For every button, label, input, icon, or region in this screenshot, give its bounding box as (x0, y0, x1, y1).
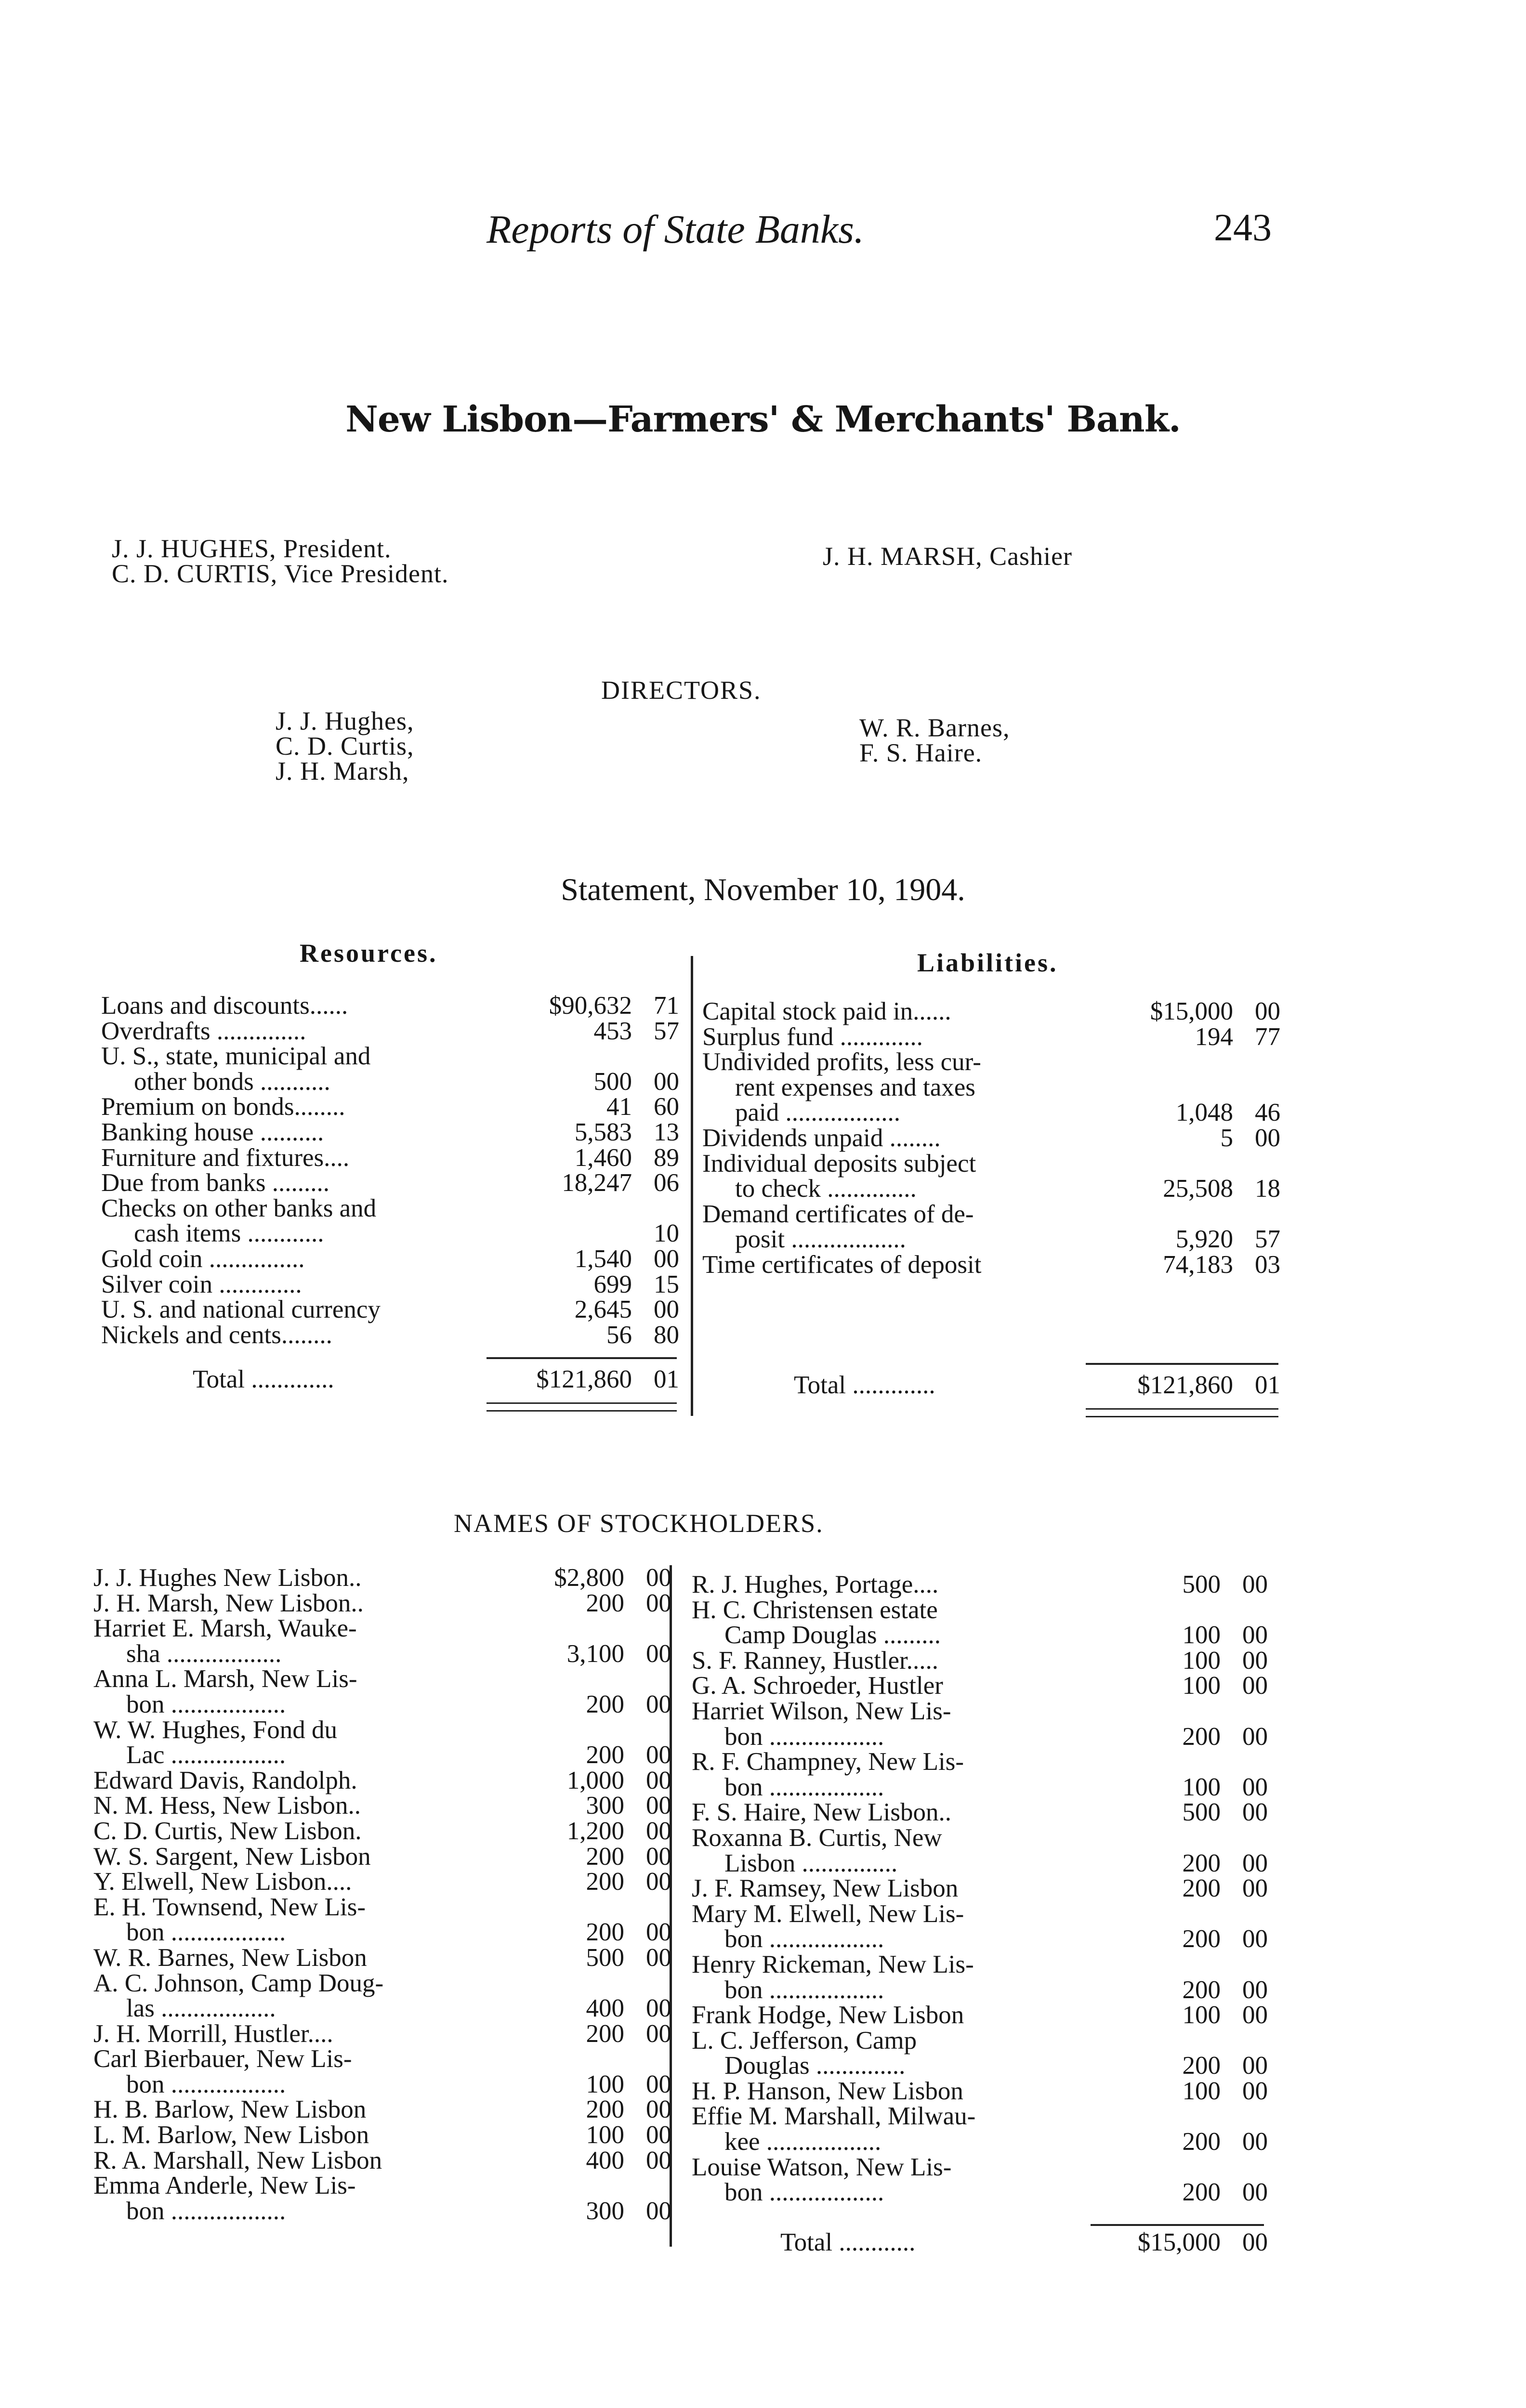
total-dollars: $121,860 (536, 1365, 632, 1393)
liabilities-table (702, 999, 1280, 1278)
resources-total (193, 1367, 679, 1392)
liabilities-rule (1086, 1363, 1278, 1365)
resources-table (101, 993, 679, 1348)
stockholder-row: Harriet Wilson, New Lis- (692, 1697, 951, 1725)
liability-row: Individual deposits subject (702, 1149, 976, 1178)
stockholders-total (780, 2230, 1268, 2255)
stockholder-row: bon .................. 200 00 (724, 2178, 1268, 2207)
stockholder-row: Douglas .............. 200 00 (724, 2052, 1268, 2080)
liability-row: rent expenses and taxes (735, 1073, 975, 1101)
stockholder-row: Frank Hodge, New Lisbon 100 00 (692, 2001, 1268, 2029)
running-head (0, 206, 1526, 252)
director-item: J. J. Hughes, (276, 707, 414, 735)
stockholder-row: L. C. Jefferson, Camp (692, 2026, 917, 2055)
stockholder-row: Y. Elwell, New Lisbon.... 200 00 (93, 1868, 671, 1896)
stockholder-row: Lisbon ............... 200 00 (724, 1849, 1268, 1877)
stockholders-rule (1091, 2224, 1264, 2226)
stockholder-row: E. H. Townsend, New Lis- (93, 1893, 366, 1921)
directors-heading: DIRECTORS. (601, 676, 762, 705)
stockholder-row: Henry Rickeman, New Lis- (692, 1950, 974, 1978)
liabilities-double-rule (1086, 1416, 1278, 1417)
total-cents: 01 (1255, 1371, 1280, 1399)
officer-vice-president: C. D. CURTIS, Vice President. (112, 559, 449, 588)
stockholder-row: sha .................. 3,100 00 (126, 1639, 671, 1668)
stockholder-row: J. F. Ramsey, New Lisbon 200 00 (692, 1874, 1268, 1903)
resource-row: Due from banks ......... 18,247 06 (101, 1169, 679, 1197)
total-dollars: $121,860 (1137, 1371, 1233, 1399)
stockholder-row: H. C. Christensen estate (692, 1596, 938, 1624)
stockholder-row: H. P. Hanson, New Lisbon 100 00 (692, 2077, 1268, 2105)
stockholder-row: F. S. Haire, New Lisbon.. 500 00 (692, 1798, 1268, 1827)
liability-row: paid .................. 1,048 46 (735, 1099, 1280, 1127)
stockholder-row: Louise Watson, New Lis- (692, 2153, 952, 2181)
stockholders-heading: NAMES OF STOCKHOLDERS. (454, 1509, 824, 1538)
stockholder-row: W. W. Hughes, Fond du (93, 1715, 338, 1744)
stockholder-row: kee .................. 200 00 (724, 2128, 1268, 2156)
stockholder-row: Camp Douglas ......... 100 00 (724, 1621, 1268, 1649)
resources-heading: Resources. (300, 939, 438, 968)
resource-row: Gold coin ............... 1,540 00 (101, 1244, 679, 1273)
liability-row: Capital stock paid in...... $15,000 00 (702, 997, 1280, 1025)
stockholder-row: R. A. Marshall, New Lisbon 400 00 (93, 2146, 671, 2174)
liabilities-double-rule (1086, 1408, 1278, 1410)
liability-row: posit .................. 5,920 57 (735, 1225, 1280, 1254)
stockholders-left (93, 1565, 671, 2224)
resource-row: Checks on other banks and (101, 1194, 377, 1222)
liability-row: Demand certificates of de- (702, 1200, 974, 1228)
stockholder-row: Effie M. Marshall, Milwau- (692, 2102, 976, 2131)
stockholder-row: J. H. Morrill, Hustler.... 200 00 (93, 2019, 671, 2048)
total-label: Total ............. (794, 1371, 935, 1399)
liability-row: Undivided profits, less cur- (702, 1048, 981, 1076)
stockholder-row: H. B. Barlow, New Lisbon 200 00 (93, 2095, 671, 2124)
stockholder-row: bon .................. 300 00 (126, 2197, 671, 2225)
running-title: Reports of State Banks. (487, 207, 864, 252)
stockholder-row: Edward Davis, Randolph. 1,000 00 (93, 1766, 671, 1794)
statement-divider (691, 956, 693, 1416)
resource-row: Nickels and cents........ 56 80 (101, 1321, 679, 1349)
liabilities-heading: Liabilities. (917, 948, 1058, 977)
resource-row: cash items ............ 10 (134, 1219, 679, 1248)
stockholder-row: G. A. Schroeder, Hustler 100 00 (692, 1672, 1268, 1700)
stockholder-row: C. D. Curtis, New Lisbon. 1,200 00 (93, 1817, 671, 1845)
resource-row: other bonds ........... 500 00 (134, 1067, 679, 1096)
stockholder-row: R. F. Champney, New Lis- (692, 1748, 964, 1776)
resource-row: U. S. and national currency 2,645 00 (101, 1296, 679, 1324)
liabilities-total (794, 1373, 1280, 1398)
liability-row: Time certificates of deposit 74,183 03 (702, 1250, 1280, 1279)
page-number: 243 (1214, 207, 1272, 249)
director-item: J. H. Marsh, (276, 757, 409, 785)
officer-president: J. J. HUGHES, President. (112, 534, 392, 563)
liability-row: to check .............. 25,508 18 (735, 1175, 1280, 1203)
resources-rule (487, 1357, 677, 1359)
stockholder-row: bon .................. 100 00 (724, 1773, 1268, 1801)
resource-row: Overdrafts .............. 453 57 (101, 1017, 679, 1045)
resource-row: U. S., state, municipal and (101, 1042, 371, 1071)
stockholder-row: N. M. Hess, New Lisbon.. 300 00 (93, 1792, 671, 1820)
stockholder-row: J. H. Marsh, New Lisbon.. 200 00 (93, 1589, 671, 1617)
director-item: W. R. Barnes, (859, 713, 1010, 742)
stockholder-row: W. S. Sargent, New Lisbon 200 00 (93, 1842, 671, 1871)
resource-row: Banking house .......... 5,583 13 (101, 1118, 679, 1146)
stockholder-row: bon .................. 200 00 (724, 1976, 1268, 2004)
total-cents: 00 (1242, 2228, 1268, 2256)
director-item: F. S. Haire. (859, 738, 983, 767)
stockholder-row: Harriet E. Marsh, Wauke- (93, 1614, 357, 1643)
stockholder-row: Anna L. Marsh, New Lis- (93, 1665, 357, 1693)
stockholder-row: Roxanna B. Curtis, New (692, 1823, 942, 1852)
stockholder-row: Lac .................. 200 00 (126, 1741, 671, 1769)
resources-double-rule (487, 1410, 677, 1412)
stockholder-row: R. J. Hughes, Portage.... 500 00 (692, 1570, 1268, 1598)
stockholder-row: Carl Bierbauer, New Lis- (93, 2045, 352, 2073)
stockholder-row: Emma Anderle, New Lis- (93, 2172, 356, 2200)
bank-title: New Lisbon—Farmers' & Merchants' Bank. (345, 399, 1181, 440)
stockholder-row: S. F. Ranney, Hustler..... 100 00 (692, 1646, 1268, 1675)
stockholders-right (692, 1572, 1268, 2205)
total-cents: 01 (654, 1365, 679, 1393)
total-dollars: $15,000 (1137, 2228, 1221, 2256)
resource-row: Premium on bonds........ 41 60 (101, 1093, 679, 1121)
director-item: C. D. Curtis, (276, 732, 414, 760)
stockholder-row: A. C. Johnson, Camp Doug- (93, 1969, 384, 1997)
stockholder-row: bon .................. 200 00 (724, 1925, 1268, 1953)
total-label: Total ............ (780, 2228, 916, 2256)
stockholder-row: bon .................. 200 00 (724, 1722, 1268, 1751)
officer-cashier: J. H. MARSH, Cashier (823, 542, 1073, 571)
resource-row: Silver coin ............. 699 15 (101, 1270, 679, 1298)
liability-row: Surplus fund ............. 194 77 (702, 1022, 1280, 1051)
liability-row: Dividends unpaid ........ 5 00 (702, 1124, 1280, 1152)
total-label: Total ............. (193, 1365, 334, 1393)
statement-date: Statement, November 10, 1904. (561, 872, 965, 907)
resources-double-rule (487, 1402, 677, 1404)
stockholder-row: J. J. Hughes New Lisbon.. $2,800 00 (93, 1564, 671, 1592)
stockholder-row: Mary M. Elwell, New Lis- (692, 1899, 964, 1928)
stockholder-row: las .................. 400 00 (126, 1994, 671, 2023)
stockholder-row: bon .................. 200 00 (126, 1918, 671, 1947)
stockholder-row: W. R. Barnes, New Lisbon 500 00 (93, 1943, 671, 1972)
stockholder-row: bon .................. 100 00 (126, 2070, 671, 2098)
resource-row: Loans and discounts...... $90,632 71 (101, 992, 679, 1020)
stockholder-row: bon .................. 200 00 (126, 1690, 671, 1718)
stockholder-row: L. M. Barlow, New Lisbon 100 00 (93, 2121, 671, 2149)
resource-row: Furniture and fixtures.... 1,460 89 (101, 1143, 679, 1172)
